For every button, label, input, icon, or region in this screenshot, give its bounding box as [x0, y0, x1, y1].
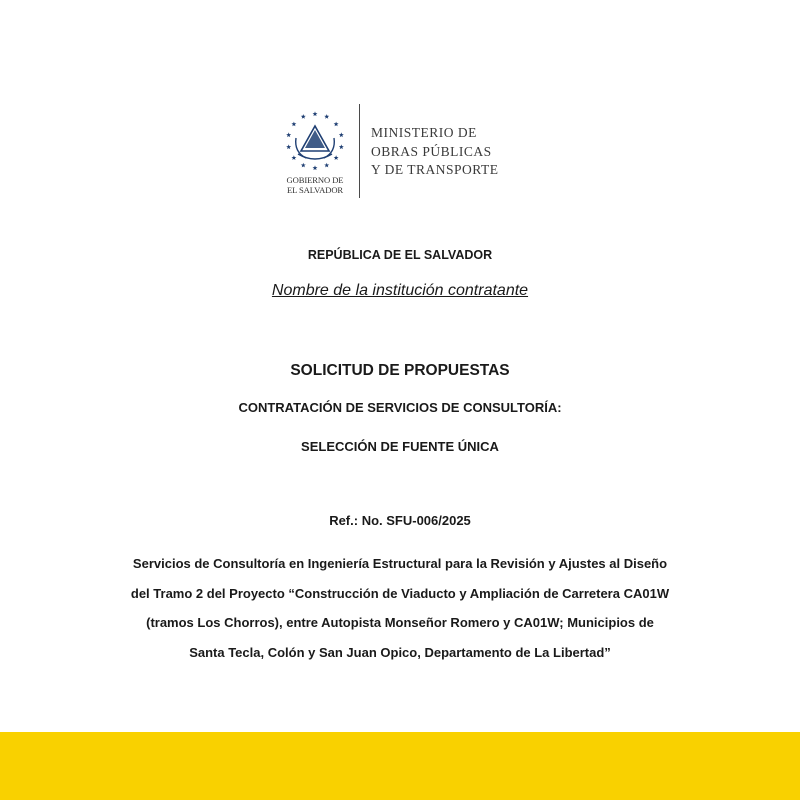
reference-number: Ref.: No. SFU-006/2025 — [329, 513, 471, 528]
seal-star-icon — [313, 111, 318, 116]
logo-divider — [359, 104, 360, 198]
seal-star-icon — [291, 122, 296, 127]
seal-star-icon — [324, 114, 329, 119]
document-subtitle: CONTRATACIÓN DE SERVICIOS DE CONSULTORÍA: — [238, 400, 562, 415]
seal-star-icon — [301, 163, 306, 168]
selection-method: SELECCIÓN DE FUENTE ÚNICA — [301, 439, 499, 454]
description-line: Servicios de Consultoría en Ingeniería Estructural para la Revisión y Ajustes al Diseño — [132, 556, 668, 571]
ministry-logo — [279, 104, 519, 198]
seal-star-icon — [324, 163, 329, 168]
ministry-line: MINISTERIO DE — [371, 125, 477, 140]
government-caption: GOBIERNO DE EL SALVADOR — [286, 175, 344, 195]
seal-star-icon — [334, 122, 339, 127]
seal-star-icon — [334, 155, 339, 160]
document-title: SOLICITUD DE PROPUESTAS — [290, 362, 510, 379]
ministry-name — [371, 124, 531, 180]
seal-star-icon — [339, 144, 344, 149]
footer-band — [0, 732, 800, 800]
ministry-line: OBRAS PÚBLICAS — [371, 143, 492, 159]
seal-star-icon — [313, 165, 318, 170]
description-line: del Tramo 2 del Proyecto “Construcción de Viaducto y Ampliación de Carretera CA01W — [130, 585, 670, 601]
seal-star-icon — [301, 114, 306, 119]
seal-star-icon — [286, 132, 291, 137]
description-line: (tramos Los Chorros), entre Autopista Monseñor Romero y CA01W; Municipios de — [146, 615, 654, 630]
seal-star-icon — [339, 132, 344, 137]
contracting-institution-placeholder: Nombre de la institución contratante — [271, 282, 529, 299]
ministry-line: Y DE TRANSPORTE — [371, 162, 499, 177]
project-description — [0, 549, 800, 667]
seal-star-icon — [286, 144, 291, 149]
country-heading: REPÚBLICA DE EL SALVADOR — [307, 248, 493, 262]
coat-of-arms-icon — [284, 108, 346, 176]
description-line: Santa Tecla, Colón y San Juan Opico, Departamento de La Libertad” — [189, 644, 611, 660]
seal-star-icon — [291, 155, 296, 160]
